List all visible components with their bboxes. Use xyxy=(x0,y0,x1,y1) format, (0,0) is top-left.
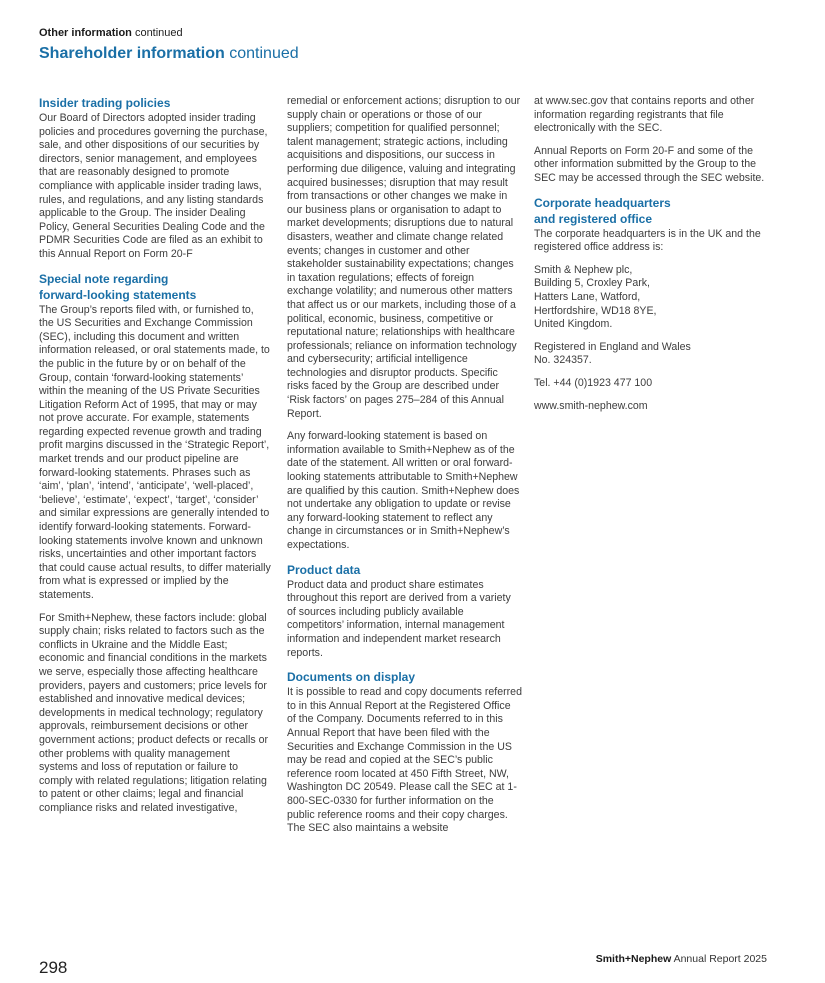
forward-looking-body-3: remedial or enforcement actions; disruption to our supply chain or operations or those of our suppliers; competition for qualified personnel; talent management; strategic actions, including acquisitions and dispositions, our success in performing due diligence, valuing and integrating acquired businesses; disruption that may result from transactions or other changes we make in our business plans or organisation to adapt to market developments; disruptions due to natural disasters, weather and climate change related events; changes in customer and other stakeholder sustainability expectations; changes in taxation regulations; effects of foreign exchange volatility; and numerous other matters that affect us or our markets, including those of a political, economic, business, competitive or reputational nature; relationships with healthcare professionals; reliance on information technology and cybersecurity; artificial intelligence technologies and disruptor products. Specific risks faced by the Group are described under ‘Risk factors’ on pages 275–284 of this Annual Report. xyxy=(287,95,521,420)
insider-trading-heading: Insider trading policies xyxy=(39,96,171,110)
section-kicker-bold: Other information xyxy=(39,27,132,39)
documents-on-display-body: It is possible to read and copy documents referred to in this Annual Report at the Registered Office of the Company. Documents referred to in this Annual Report that have been filed with the Securities and Exchange Commission in the US may be read and copied at the SEC’s public reference room located at 450 Fifth Street, NW, Washington DC 20549. Please call the SEC at 1-800-SEC-0330 for further information on the public reference rooms and their copy charges. The SEC also maintains a website xyxy=(287,686,522,835)
forward-looking-heading xyxy=(39,271,271,303)
forward-looking-body-2: For Smith+Nephew, these factors include: global supply chain; risks related to factors such as the conflicts in Ukraine and the Middle East; economic and financial conditions in the markets we serve, especially those affecting healthcare providers, payers and customers; price levels for established and innovative medical devices; developments in medical technology; regulatory approvals, reimbursement decisions or other government actions; product defects or recalls or other problems with quality management systems and loss of reputation or failure to comply with related regulations; litigation relating to patent or other claims; legal and financial compliance risks and related investigative, xyxy=(39,611,269,814)
forward-looking-body-4: Any forward-looking statement is based on information available to Smith+Nephew as of the date of the statement. All written or oral forward-looking statements attributable to Smith+Nephew are qualified by this caution. Smith+Nephew does not undertake any obligation to update or revise any forward-looking statement to reflect any change in circumstances or in Smith+Nephew’s expectations. xyxy=(287,430,520,551)
forward-looking-body-1: The Group’s reports filed with, or furnished to, the US Securities and Exchange Commission (SEC), including this document and written information released, or oral statements made, to the public in the future by or on behalf of the Group, contain ‘forward-looking statements’ within the meaning of the US Private Securities Litigation Reform Act of 1995, that may or may not prove accurate. For example, statements regarding expected revenue growth and trading profit margins discussed in the ‘Strategic Report’, market trends and our product pipeline are forward-looking statements. Phrases such as ‘aim’, ‘plan’, ‘intend’, ‘anticipate’, ‘well-placed’, ‘believe’, ‘estimate’, ‘expect’, ‘target’, ‘consider’ and similar expressions are generally intended to identify forward-looking statements. Forward-looking statements involve known and unknown risks, uncertainties and other important factors that could cause actual results, to differ materially from what is expressed or implied by the statements. xyxy=(39,303,271,601)
corporate-hq-intro: The corporate headquarters is in the UK and the registered office address is: xyxy=(534,227,761,254)
address-line: Building 5, Croxley Park, xyxy=(534,277,650,290)
section-kicker-rest: continued xyxy=(131,27,183,39)
address-line: Hertfordshire, WD18 8YE, xyxy=(534,304,657,317)
documents-on-display-body-cont: at www.sec.gov that contains reports and other information regarding registrants that file electronically with the SEC. xyxy=(534,95,755,135)
product-data-body: Product data and product share estimates throughout this report are derived from a variety of sources including publicly available competitors’ information, internal management information and independent market research reports. xyxy=(287,578,511,659)
column-left xyxy=(39,95,271,825)
address-line: United Kingdom. xyxy=(534,318,613,331)
section-kicker xyxy=(39,27,183,39)
address-line: Smith & Nephew plc, xyxy=(534,263,633,276)
registration-details xyxy=(534,341,770,368)
corporate-hq-heading-line1: Corporate headquarters xyxy=(534,195,671,210)
corporate-hq-heading xyxy=(534,195,770,227)
page-title xyxy=(39,45,299,63)
footer-brand: Smith+Nephew xyxy=(595,953,672,965)
registration-number: No. 324357. xyxy=(534,354,592,367)
annual-reports-sec-note: Annual Reports on Form 20-F and some of the other information submitted by the Group to the SEC may be accessed through the SEC website. xyxy=(534,144,765,184)
footer-report-title: Annual Report 2025 xyxy=(671,953,767,965)
forward-looking-heading-line2: forward-looking statements xyxy=(39,287,197,302)
product-data-heading: Product data xyxy=(287,562,361,577)
website-url: www.smith-nephew.com xyxy=(534,399,648,412)
page-title-bold: Shareholder information xyxy=(39,45,225,62)
footer-report-name xyxy=(596,953,767,965)
telephone-number: Tel. +44 (0)1923 477 100 xyxy=(534,376,653,389)
address-line: Hatters Lane, Watford, xyxy=(534,290,641,303)
column-middle xyxy=(287,95,522,845)
registered-address xyxy=(534,264,770,332)
corporate-hq-heading-line2: and registered office xyxy=(534,211,653,226)
registration-line: Registered in England and Wales xyxy=(534,340,691,353)
documents-on-display-heading: Documents on display xyxy=(287,670,416,685)
column-right xyxy=(534,95,770,422)
page-title-rest: continued xyxy=(224,45,299,62)
page-number: 298 xyxy=(39,958,68,977)
forward-looking-heading-line1: Special note regarding xyxy=(39,271,169,286)
insider-trading-body: Our Board of Directors adopted insider trading policies and procedures governing the purchase, sale, and other dispositions of our securities by directors, senior management, and employees that are reasonably designed to promote compliance with applicable insider trading laws, rules, and regulations, and any listing standards applicable to the Group. The insider Dealing Policy, General Securities Dealing Code and the PDMR Securities Code are filed as an exhibit to this Annual Report on Form 20-F xyxy=(39,112,268,260)
